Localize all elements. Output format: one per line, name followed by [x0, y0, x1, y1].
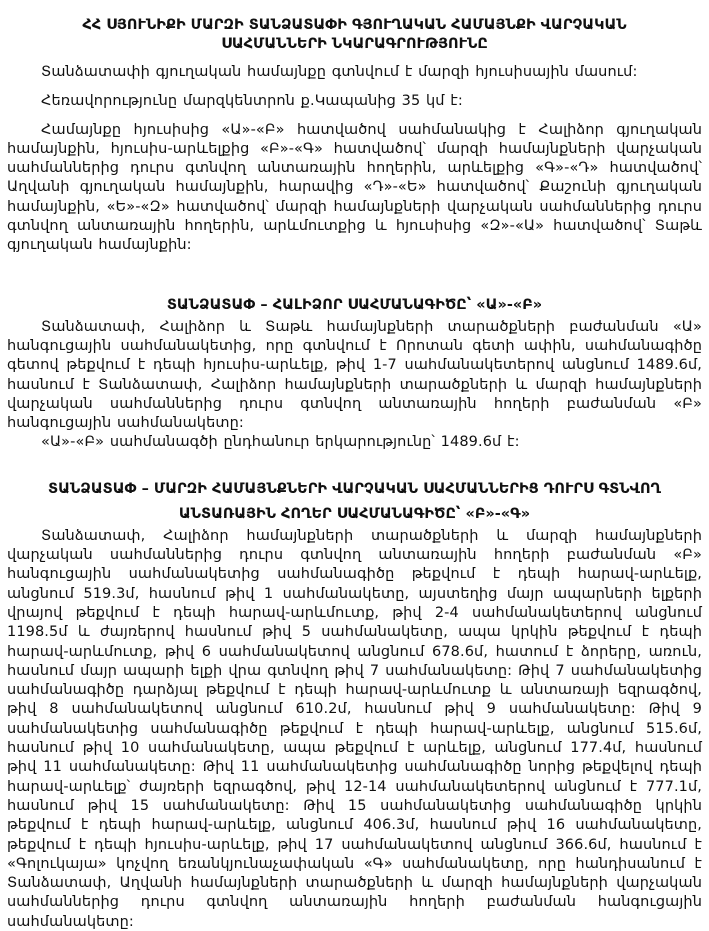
document-title-line1: ՀՀ ՍՅՈՒՆԻՔԻ ՄԱՐԶԻ ՏԱՆՁԱՏԱՓԻ ԳՅՈՒՂԱԿԱՆ ՀԱՄԱՅՆՔԻ ՎԱՐՉԱԿԱՆ [82, 17, 627, 33]
intro-borders-paragraph: Համայնքը հյուսիսից «Ա»-«Բ» հատվածով սահմանակից է Հալիձոր գյուղական համայնքին, հյուսիս-արևելքից «Բ»-«Գ» հատվածով՝ մարզի համայնքների վարչական սահմաններից դուրս գտնվող անտառային հողերին, արևելքից «Գ»-«Դ» հատվածով՝ Աղվանի գյուղական համայնքին, հարավից «Դ»-«Ե» հատվածով՝ Քաշունի գյուղական համայնքին, «Ե»-«Զ» հատվածով՝ մարզի համայնքների վարչական սահմաններից դուրս գտնվող անտառային հողերին, արևմուտքից և հյուսիսից «Զ»-«Ա» հատվածով՝ Տաթև գյուղական համայնքին: [7, 121, 702, 254]
intro-location-paragraph: Տանձատափի գյուղական համայնքը գտնվում է մարզի հյուսիսային մասում: [41, 64, 638, 80]
document-title [37, 16, 672, 54]
section-ab-length-paragraph: «Ա»-«Բ» սահմանագծի ընդհանուր երկարությունը՝ 1489.6մ է: [41, 434, 520, 451]
section-ab-heading-text: ՏԱՆՁԱՏԱՓ – ՀԱԼԻՁՈՐ ՍԱՀՄԱՆԱԳԻԾԸ՝ «Ա»-«Բ» [166, 296, 543, 313]
intro-distance-paragraph: Հեռավորությունը մարզկենտրոն ք.Կապանից 35 կմ է: [41, 93, 463, 110]
section-ab-description-paragraph: Տանձատափ, Հալիձոր և Տաթև համայնքների տարածքների բաժանման «Ա» հանգուցային սահմանակետից, որը գտնվում է Որոտան գետի ափին, սահմանագիծը գետով թեքվում է դեպի հյուսիս-արևելք, թիվ 1-7 սահմանակետերով անցնում 1489.6մ, հասնում է Տանձատափ, Հալիձոր համայնքների տարածքների և մարզի համայնքների վարչական սահմաններից դուրս գտնվող անտառային հողերի բաժանման «Բ» հանգուցային սահմանակետը: [7, 318, 702, 432]
document-title-line2: ՍԱՀՄԱՆՆԵՐԻ ՆԿԱՐԱԳՐՈՒԹՅՈՒՆԸ [221, 36, 488, 52]
section-bg-heading [7, 477, 702, 527]
section-bg-description-paragraph: Տանձատափ, Հալիձոր համայնքների տարածքների և մարզի համայնքների վարչական սահմաններից դուրս գտնվող անտառային հողերի բաժանման «Բ» հանգուցային սահմանակետից սահմանագիծը թեքվում է դեպի հարավ-արևելք, անցնում 519.3մ, հասնում թիվ 1 սահմանակետը, այստեղից մայր ապարների ելքերի վրայով թեքվում է դեպի հարավ-արևմուտք, թիվ 2-4 սահմանակետերով անցնում 1198.5մ և ժայռերով հասնում թիվ 5 սահմանակետը, ապա կրկին թեքվում է դեպի հարավ-արևմուտք, թիվ 6 սահմանակետով անցնում 678.6մ, հատում է ձորերը, առուն, հասնում մայր ապարի ելքի վրա գտնվող թիվ 7 սահմանակետը: Թիվ 7 սահմանակետից սահմանագիծը դարձյալ թեքվում է դեպի հարավ-արևմուտք և անտառայի եզրագծով, թիվ 8 սահմանակետով անցնում 610.2մ, հասնում թիվ 9 սահմանակետը: Թիվ 9 սահմանակետից սահմանագիծը թեքվում է դեպի հարավ-արևելք, անցնում 515.6մ, հասնում թիվ 10 սահմանակետը, ապա թեքվում է արևելք, անցնում 177.4մ, հասնում թիվ 11 սահմանակետը: Թիվ 11 սահմանակետից սահմանագիծը նորից թեքվելով դեպի հարավ-արևելք՝ ժայռերի եզրագծով, թիվ 12-14 սահմանակետերով անցնում է 777.1մ, հասնում թիվ 15 սահմանակետը: Թիվ 15 սահմանակետից սահմանագիծը կրկին թեքվում է դեպի հարավ-արևելք, անցնում 406.3մ, հասնում թիվ 16 սահմանակետը, թեքվում է դեպի հյուսիս-արևելք, թիվ 17 սահմանակետով անցնում 366.6մ, հասնում է «Գոլուկայա» կոչվող եռանկյունաչափական «Գ» սահմանակետը, որը հանդիսանում է Տանձատափ, Աղվանի համայնքների տարածքների և մարզի համայնքների վարչական սահմաններից դուրս գտնվող անտառային հողերի բաժանման հանգուցային սահմանակետը: [7, 527, 702, 930]
section-bg-heading-line1: ՏԱՆՁԱՏԱՓ – ՄԱՐԶԻ ՀԱՄԱՅՆՔՆԵՐԻ ՎԱՐՉԱԿԱՆ ՍԱՀՄԱՆՆԵՐԻՑ ԴՈՒՐՍ ԳՏՆՎՈՂ [48, 480, 661, 497]
section-bg-heading-line2: ԱՆՏԱՌԱՅԻՆ ՀՈՂԵՐ ՍԱՀՄԱՆԱԳԻԾԸ՝ «Բ»-«Գ» [178, 505, 531, 522]
section-ab-heading [7, 293, 702, 318]
